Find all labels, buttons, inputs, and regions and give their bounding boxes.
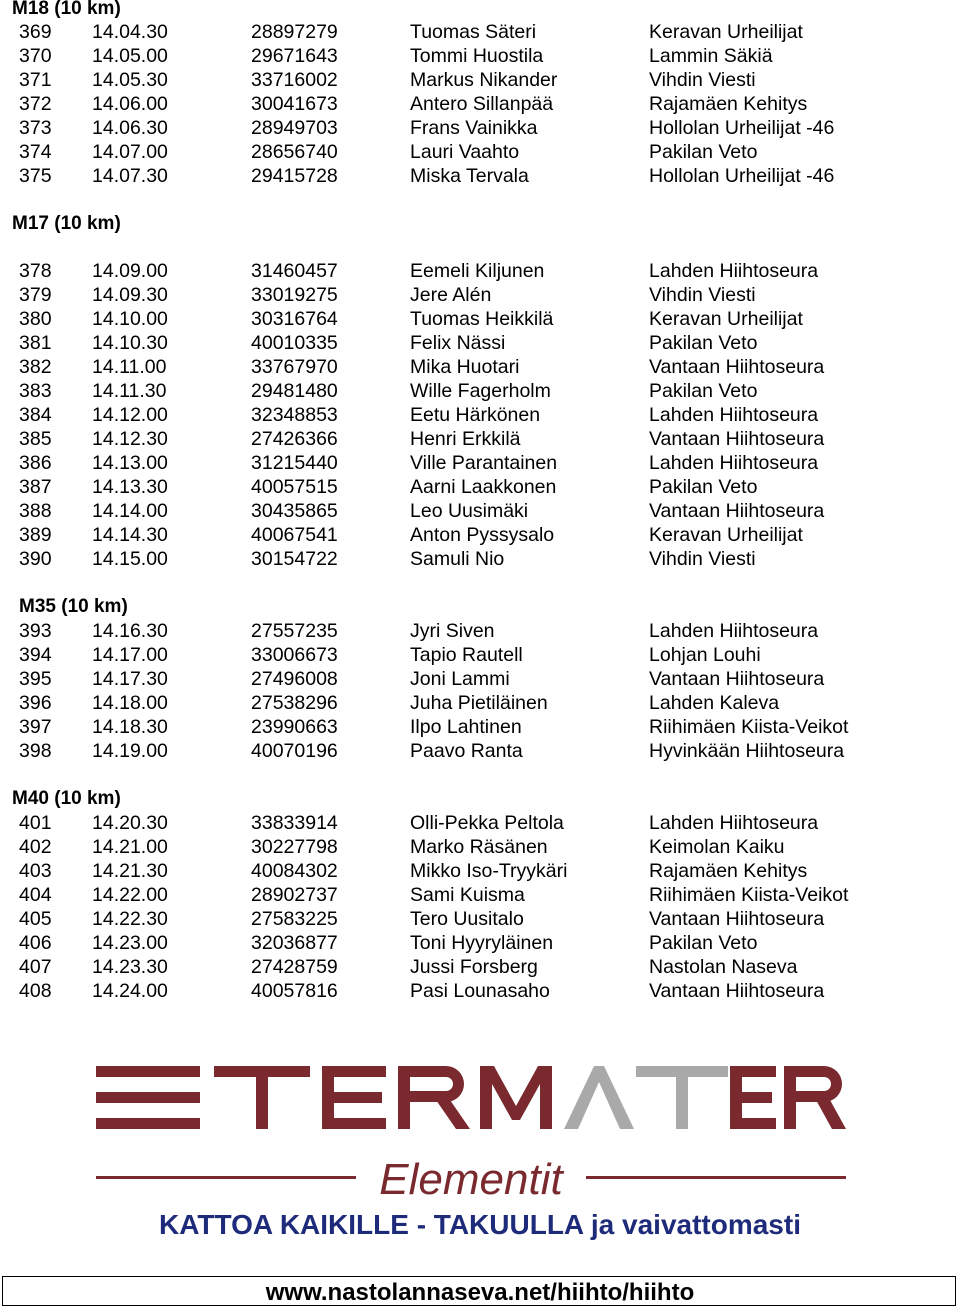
club-name: Pakilan Veto <box>649 141 758 163</box>
start-time: 14.17.30 <box>92 668 168 690</box>
club-name: Keimolan Kaiku <box>649 836 785 858</box>
athlete-name: Ville Parantainen <box>410 452 558 474</box>
start-time: 14.13.30 <box>92 476 168 498</box>
bib-number: 375 <box>19 165 52 187</box>
club-name: Vihdin Viesti <box>649 69 756 91</box>
club-name: Pakilan Veto <box>649 332 758 354</box>
license-id: 27496008 <box>251 668 338 690</box>
athlete-name: Pasi Lounasaho <box>410 980 550 1002</box>
athlete-name: Frans Vainikka <box>410 117 538 139</box>
slogan: KATTOA KAIKILLE - TAKUULLA ja vaivattomasti <box>159 1209 801 1240</box>
list-row <box>0 739 960 763</box>
logo-line <box>586 1176 846 1179</box>
license-id: 33833914 <box>251 812 338 834</box>
club-name: Keravan Urheilijat <box>649 21 803 43</box>
license-id: 32348853 <box>251 404 338 426</box>
start-time: 14.14.00 <box>92 500 168 522</box>
license-id: 23990663 <box>251 716 338 738</box>
club-name: Keravan Urheilijat <box>649 308 803 330</box>
list-row <box>0 475 960 499</box>
bib-number: 387 <box>19 476 52 498</box>
start-time: 14.05.30 <box>92 69 168 91</box>
athlete-name: Markus Nikander <box>410 69 558 91</box>
list-row <box>0 259 960 283</box>
start-time: 14.06.00 <box>92 93 168 115</box>
license-id: 33716002 <box>251 69 338 91</box>
license-id: 33767970 <box>251 356 338 378</box>
list-row <box>0 523 960 547</box>
list-row <box>0 499 960 523</box>
start-time: 14.10.30 <box>92 332 168 354</box>
start-time: 14.23.30 <box>92 956 168 978</box>
athlete-name: Tuomas Heikkilä <box>410 308 554 330</box>
license-id: 30154722 <box>251 548 338 570</box>
club-name: Riihimäen Kiista-Veikot <box>649 716 849 738</box>
club-name: Lahden Hiihtoseura <box>649 260 819 282</box>
bib-number: 407 <box>19 956 52 978</box>
license-id: 30041673 <box>251 93 338 115</box>
start-time: 14.19.00 <box>92 740 168 762</box>
club-name: Lahden Kaleva <box>649 692 780 714</box>
bib-number: 406 <box>19 932 52 954</box>
start-time: 14.06.30 <box>92 117 168 139</box>
license-id: 33006673 <box>251 644 338 666</box>
start-time: 14.10.00 <box>92 308 168 330</box>
list-row <box>0 164 960 188</box>
bib-number: 379 <box>19 284 52 306</box>
athlete-name: Juha Pietiläinen <box>410 692 548 714</box>
start-time: 14.23.00 <box>92 932 168 954</box>
club-name: Vantaan Hiihtoseura <box>649 428 825 450</box>
athlete-name: Mika Huotari <box>410 356 520 378</box>
license-id: 27557235 <box>251 620 338 642</box>
license-id: 40070196 <box>251 740 338 762</box>
list-row <box>0 451 960 475</box>
bib-number: 389 <box>19 524 52 546</box>
club-name: Lahden Hiihtoseura <box>649 404 819 426</box>
license-id: 40084302 <box>251 860 338 882</box>
start-time: 14.12.30 <box>92 428 168 450</box>
list-row <box>0 20 960 44</box>
bib-number: 372 <box>19 93 52 115</box>
list-row <box>0 691 960 715</box>
club-name: Nastolan Naseva <box>649 956 798 978</box>
list-row <box>0 427 960 451</box>
license-id: 40067541 <box>251 524 338 546</box>
club-name: Vantaan Hiihtoseura <box>649 980 825 1002</box>
club-name: Lohjan Louhi <box>649 644 761 666</box>
license-id: 31460457 <box>251 260 338 282</box>
athlete-name: Eetu Härkönen <box>410 404 541 426</box>
license-id: 27426366 <box>251 428 338 450</box>
list-row <box>0 355 960 379</box>
athlete-name: Jere Alén <box>410 284 492 306</box>
license-id: 30435865 <box>251 500 338 522</box>
bib-number: 380 <box>19 308 52 330</box>
logo-stripe <box>96 1066 200 1077</box>
athlete-name: Wille Fagerholm <box>410 380 551 402</box>
list-row <box>0 979 960 1003</box>
license-id: 29481480 <box>251 380 338 402</box>
bib-number: 393 <box>19 620 52 642</box>
athlete-name: Miska Tervala <box>410 165 529 187</box>
club-name: Hollolan Urheilijat -46 <box>649 117 835 139</box>
athlete-name: Tero Uusitalo <box>410 908 524 930</box>
license-id: 30316764 <box>251 308 338 330</box>
club-name: Hyvinkään Hiihtoseura <box>649 740 845 762</box>
bib-number: 402 <box>19 836 52 858</box>
termater-logo <box>96 1062 846 1202</box>
bib-number: 397 <box>19 716 52 738</box>
athlete-name: Ilpo Lahtinen <box>410 716 522 738</box>
list-row <box>0 307 960 331</box>
athlete-name: Samuli Nio <box>410 548 505 570</box>
list-row <box>0 379 960 403</box>
list-row <box>0 643 960 667</box>
club-name: Vantaan Hiihtoseura <box>649 500 825 522</box>
license-id: 27428759 <box>251 956 338 978</box>
bib-number: 388 <box>19 500 52 522</box>
athlete-name: Tommi Huostila <box>410 45 544 67</box>
athlete-name: Olli-Pekka Peltola <box>410 812 564 834</box>
athlete-name: Jyri Siven <box>410 620 495 642</box>
start-time: 14.22.30 <box>92 908 168 930</box>
list-row <box>0 955 960 979</box>
club-name: Hollolan Urheilijat -46 <box>649 165 835 187</box>
athlete-name: Anton Pyssysalo <box>410 524 555 546</box>
bib-number: 378 <box>19 260 52 282</box>
club-name: Lammin Säkiä <box>649 45 773 67</box>
bib-number: 405 <box>19 908 52 930</box>
athlete-name: Joni Lammi <box>410 668 510 690</box>
start-time: 14.05.00 <box>92 45 168 67</box>
start-time: 14.18.00 <box>92 692 168 714</box>
license-id: 28656740 <box>251 141 338 163</box>
list-row <box>0 140 960 164</box>
start-time: 14.04.30 <box>92 21 168 43</box>
start-time: 14.20.30 <box>92 812 168 834</box>
bib-number: 374 <box>19 141 52 163</box>
club-name: Riihimäen Kiista-Veikot <box>649 884 849 906</box>
start-time: 14.11.00 <box>92 356 167 378</box>
bib-number: 398 <box>19 740 52 762</box>
bib-number: 394 <box>19 644 52 666</box>
bib-number: 385 <box>19 428 52 450</box>
club-name: Vantaan Hiihtoseura <box>649 668 825 690</box>
athlete-name: Mikko Iso-Tryykäri <box>410 860 568 882</box>
start-time: 14.11.30 <box>92 380 167 402</box>
list-row <box>0 667 960 691</box>
bib-number: 390 <box>19 548 52 570</box>
bib-number: 371 <box>19 69 52 91</box>
license-id: 40057816 <box>251 980 338 1002</box>
section-heading: M35 (10 km) <box>19 596 128 617</box>
logo-stripe <box>96 1092 200 1103</box>
athlete-name: Leo Uusimäki <box>410 500 529 522</box>
bib-number: 403 <box>19 860 52 882</box>
club-name: Lahden Hiihtoseura <box>649 812 819 834</box>
club-name: Vantaan Hiihtoseura <box>649 356 825 378</box>
license-id: 32036877 <box>251 932 338 954</box>
bib-number: 369 <box>19 21 52 43</box>
start-time: 14.18.30 <box>92 716 168 738</box>
athlete-name: Toni Hyyryläinen <box>410 932 554 954</box>
club-name: Keravan Urheilijat <box>649 524 803 546</box>
club-name: Vihdin Viesti <box>649 548 756 570</box>
section-heading: M40 (10 km) <box>12 788 121 809</box>
club-name: Vantaan Hiihtoseura <box>649 908 825 930</box>
bib-number: 408 <box>19 980 52 1002</box>
license-id: 29415728 <box>251 165 338 187</box>
start-time: 14.09.00 <box>92 260 168 282</box>
license-id: 40010335 <box>251 332 338 354</box>
license-id: 28897279 <box>251 21 338 43</box>
athlete-name: Eemeli Kiljunen <box>410 260 545 282</box>
start-time: 14.17.00 <box>92 644 168 666</box>
license-id: 27583225 <box>251 908 338 930</box>
athlete-name: Paavo Ranta <box>410 740 523 762</box>
club-name: Rajamäen Kehitys <box>649 93 808 115</box>
license-id: 40057515 <box>251 476 338 498</box>
athlete-name: Sami Kuisma <box>410 884 525 906</box>
bib-number: 384 <box>19 404 52 426</box>
logo-subtitle: Elementit <box>379 1155 563 1202</box>
bib-number: 395 <box>19 668 52 690</box>
athlete-name: Tuomas Säteri <box>410 21 537 43</box>
list-row <box>0 619 960 643</box>
club-name: Pakilan Veto <box>649 476 758 498</box>
start-time: 14.21.00 <box>92 836 168 858</box>
athlete-name: Felix Nässi <box>410 332 506 354</box>
start-time: 14.24.00 <box>92 980 168 1002</box>
start-time: 14.16.30 <box>92 620 168 642</box>
list-row <box>0 835 960 859</box>
start-time: 14.21.30 <box>92 860 168 882</box>
athlete-name: Henri Erkkilä <box>410 428 521 450</box>
start-time: 14.15.00 <box>92 548 168 570</box>
list-row <box>0 931 960 955</box>
start-time: 14.12.00 <box>92 404 168 426</box>
athlete-name: Tapio Rautell <box>410 644 523 666</box>
club-name: Lahden Hiihtoseura <box>649 620 819 642</box>
start-time: 14.07.30 <box>92 165 168 187</box>
bib-number: 382 <box>19 356 52 378</box>
athlete-name: Marko Räsänen <box>410 836 548 858</box>
list-row <box>0 859 960 883</box>
list-row <box>0 715 960 739</box>
footer-url[interactable]: www.nastolannaseva.net/hiihto/hiihto <box>265 1279 695 1306</box>
bib-number: 396 <box>19 692 52 714</box>
list-row <box>0 92 960 116</box>
club-name: Pakilan Veto <box>649 380 758 402</box>
bib-number: 401 <box>19 812 52 834</box>
license-id: 28949703 <box>251 117 338 139</box>
list-row <box>0 547 960 571</box>
start-time: 14.09.30 <box>92 284 168 306</box>
license-id: 31215440 <box>251 452 338 474</box>
list-row <box>0 403 960 427</box>
section-heading: M18 (10 km) <box>12 0 121 19</box>
list-row <box>0 331 960 355</box>
license-id: 30227798 <box>251 836 338 858</box>
start-time: 14.14.30 <box>92 524 168 546</box>
license-id: 28902737 <box>251 884 338 906</box>
list-row <box>0 116 960 140</box>
list-row <box>0 68 960 92</box>
athlete-name: Aarni Laakkonen <box>410 476 557 498</box>
bib-number: 404 <box>19 884 52 906</box>
club-name: Rajamäen Kehitys <box>649 860 808 882</box>
start-time: 14.13.00 <box>92 452 168 474</box>
list-row <box>0 44 960 68</box>
bib-number: 381 <box>19 332 52 354</box>
license-id: 29671643 <box>251 45 338 67</box>
section-heading: M17 (10 km) <box>12 213 121 234</box>
club-name: Vihdin Viesti <box>649 284 756 306</box>
bib-number: 370 <box>19 45 52 67</box>
bib-number: 373 <box>19 117 52 139</box>
list-row <box>0 283 960 307</box>
logo-stripe <box>96 1118 200 1129</box>
start-time: 14.07.00 <box>92 141 168 163</box>
list-row <box>0 883 960 907</box>
club-name: Lahden Hiihtoseura <box>649 452 819 474</box>
list-row <box>0 907 960 931</box>
bib-number: 383 <box>19 380 52 402</box>
athlete-name: Jussi Forsberg <box>410 956 538 978</box>
athlete-name: Lauri Vaahto <box>410 141 520 163</box>
athlete-name: Antero Sillanpää <box>410 93 554 115</box>
list-row <box>0 811 960 835</box>
start-time: 14.22.00 <box>92 884 168 906</box>
logo-line <box>96 1176 356 1179</box>
license-id: 33019275 <box>251 284 338 306</box>
club-name: Pakilan Veto <box>649 932 758 954</box>
license-id: 27538296 <box>251 692 338 714</box>
bib-number: 386 <box>19 452 52 474</box>
